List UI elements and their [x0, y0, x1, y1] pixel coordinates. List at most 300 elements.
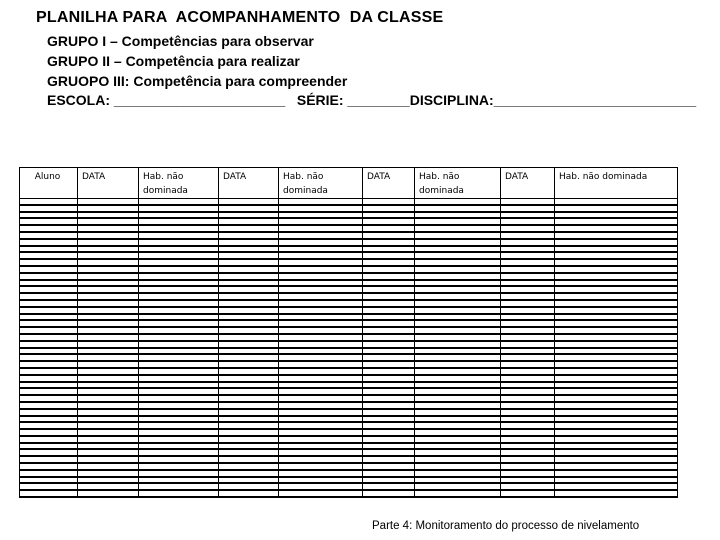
table-cell	[415, 416, 501, 423]
table-cell	[363, 334, 415, 341]
table-cell	[555, 212, 678, 219]
table-cell	[501, 395, 555, 402]
table-cell	[219, 320, 279, 327]
table-row	[20, 443, 678, 450]
table-cell	[279, 388, 363, 395]
table-cell	[139, 320, 219, 327]
table-cell	[20, 409, 78, 416]
table-cell	[279, 429, 363, 436]
table-cell	[363, 225, 415, 232]
table-cell	[78, 368, 139, 375]
table-cell	[279, 246, 363, 253]
table-cell	[279, 212, 363, 219]
table-cell	[555, 280, 678, 287]
page-title: PLANILHA PARA ACOMPANHAMENTO DA CLASSE	[36, 9, 444, 26]
table-cell	[279, 375, 363, 382]
table-cell	[501, 239, 555, 246]
table-cell	[139, 348, 219, 355]
table-cell	[279, 232, 363, 239]
table-cell	[501, 402, 555, 409]
table-cell	[139, 273, 219, 280]
table-cell	[279, 225, 363, 232]
table-cell	[363, 483, 415, 490]
table-cell	[139, 354, 219, 361]
table-row	[20, 218, 678, 225]
table-row	[20, 416, 678, 423]
table-cell	[415, 490, 501, 497]
table-cell	[555, 477, 678, 484]
table-cell	[219, 382, 279, 389]
table-cell	[139, 239, 219, 246]
table-cell	[78, 252, 139, 259]
table-cell	[415, 436, 501, 443]
table-cell	[501, 334, 555, 341]
table-cell	[415, 456, 501, 463]
table-cell	[363, 205, 415, 212]
table-cell	[501, 252, 555, 259]
table-cell	[20, 225, 78, 232]
table-row	[20, 334, 678, 341]
table-cell	[555, 334, 678, 341]
table-row	[20, 354, 678, 361]
table-cell	[20, 293, 78, 300]
table-cell	[279, 456, 363, 463]
table-cell	[279, 286, 363, 293]
table-cell	[219, 470, 279, 477]
table-cell	[20, 341, 78, 348]
table-cell	[20, 422, 78, 429]
table-cell	[415, 388, 501, 395]
table-cell	[78, 266, 139, 273]
table-cell	[363, 416, 415, 423]
table-row	[20, 205, 678, 212]
table-cell	[219, 449, 279, 456]
table-cell	[139, 470, 219, 477]
table-cell	[20, 252, 78, 259]
table-cell	[555, 388, 678, 395]
table-cell	[555, 293, 678, 300]
table-cell	[219, 232, 279, 239]
header-data-3: DATA	[363, 168, 415, 199]
table-cell	[20, 436, 78, 443]
table-cell	[415, 449, 501, 456]
table-cell	[555, 259, 678, 266]
table-cell	[139, 409, 219, 416]
table-cell	[78, 314, 139, 321]
table-cell	[219, 395, 279, 402]
table-cell	[219, 327, 279, 334]
table-cell	[139, 436, 219, 443]
table-row	[20, 463, 678, 470]
table-cell	[363, 361, 415, 368]
table-cell	[555, 422, 678, 429]
table-cell	[555, 375, 678, 382]
table-cell	[139, 327, 219, 334]
table-cell	[78, 225, 139, 232]
table-cell	[501, 341, 555, 348]
table-row	[20, 314, 678, 321]
table-cell	[415, 246, 501, 253]
table-cell	[501, 348, 555, 355]
table-cell	[555, 218, 678, 225]
table-cell	[78, 239, 139, 246]
table-cell	[501, 477, 555, 484]
table-cell	[139, 300, 219, 307]
table-cell	[219, 307, 279, 314]
table-cell	[78, 382, 139, 389]
table-cell	[20, 382, 78, 389]
table-cell	[78, 341, 139, 348]
table-cell	[501, 375, 555, 382]
table-cell	[363, 436, 415, 443]
table-cell	[415, 280, 501, 287]
table-cell	[139, 382, 219, 389]
table-cell	[78, 259, 139, 266]
table-row	[20, 320, 678, 327]
table-cell	[501, 449, 555, 456]
table-cell	[20, 368, 78, 375]
table-cell	[415, 286, 501, 293]
table-cell	[555, 490, 678, 497]
table-cell	[415, 225, 501, 232]
table-cell	[219, 334, 279, 341]
table-row	[20, 483, 678, 490]
table-cell	[501, 368, 555, 375]
table-cell	[78, 286, 139, 293]
table-cell	[139, 225, 219, 232]
table-cell	[78, 402, 139, 409]
table-row	[20, 212, 678, 219]
table-cell	[78, 483, 139, 490]
table-row	[20, 436, 678, 443]
table-cell	[363, 218, 415, 225]
table-cell	[501, 388, 555, 395]
table-row	[20, 388, 678, 395]
school-grade-subject-fields: ESCOLA: ______________________ SÉRIE: ________DISCIPLINA:__________________________	[47, 92, 697, 108]
table-cell	[501, 212, 555, 219]
table-cell	[363, 429, 415, 436]
table-cell	[555, 354, 678, 361]
table-row	[20, 286, 678, 293]
group-2-label: GRUPO II – Competência para realizar	[47, 53, 300, 69]
table-cell	[78, 388, 139, 395]
table-cell	[555, 205, 678, 212]
header-hab-1: Hab. não dominada	[139, 168, 219, 199]
table-cell	[279, 266, 363, 273]
table-cell	[501, 463, 555, 470]
table-cell	[363, 368, 415, 375]
table-cell	[20, 483, 78, 490]
table-row	[20, 307, 678, 314]
table-cell	[78, 409, 139, 416]
table-cell	[363, 266, 415, 273]
table-row	[20, 395, 678, 402]
table-cell	[20, 232, 78, 239]
table-cell	[139, 395, 219, 402]
table-cell	[20, 307, 78, 314]
table-cell	[555, 463, 678, 470]
table-cell	[555, 341, 678, 348]
table-cell	[279, 300, 363, 307]
table-cell	[501, 422, 555, 429]
table-cell	[219, 416, 279, 423]
table-cell	[139, 429, 219, 436]
table-cell	[363, 375, 415, 382]
table-cell	[501, 232, 555, 239]
table-row	[20, 327, 678, 334]
table-cell	[415, 348, 501, 355]
table-cell	[555, 307, 678, 314]
table-cell	[279, 348, 363, 355]
table-cell	[78, 300, 139, 307]
table-cell	[139, 212, 219, 219]
table-cell	[20, 477, 78, 484]
table-cell	[415, 266, 501, 273]
table-cell	[78, 443, 139, 450]
table-cell	[363, 463, 415, 470]
table-cell	[20, 239, 78, 246]
table-cell	[219, 293, 279, 300]
table-cell	[555, 252, 678, 259]
table-cell	[279, 354, 363, 361]
table-cell	[219, 436, 279, 443]
table-cell	[20, 300, 78, 307]
table-cell	[219, 456, 279, 463]
table-cell	[415, 320, 501, 327]
table-cell	[555, 429, 678, 436]
table-cell	[78, 280, 139, 287]
table-cell	[219, 368, 279, 375]
table-cell	[363, 388, 415, 395]
table-cell	[415, 483, 501, 490]
table-cell	[78, 232, 139, 239]
table-cell	[139, 449, 219, 456]
table-cell	[20, 320, 78, 327]
table-cell	[501, 273, 555, 280]
table-cell	[219, 205, 279, 212]
table-row	[20, 456, 678, 463]
table-cell	[555, 443, 678, 450]
table-cell	[501, 280, 555, 287]
table-cell	[555, 416, 678, 423]
table-cell	[363, 239, 415, 246]
table-row	[20, 429, 678, 436]
table-cell	[78, 422, 139, 429]
table-row	[20, 259, 678, 266]
table-cell	[78, 477, 139, 484]
table-row	[20, 490, 678, 497]
table-cell	[279, 293, 363, 300]
table-cell	[279, 307, 363, 314]
table-cell	[20, 388, 78, 395]
table-cell	[139, 205, 219, 212]
table-cell	[279, 443, 363, 450]
table-cell	[555, 409, 678, 416]
table-cell	[363, 320, 415, 327]
table-cell	[363, 477, 415, 484]
table-cell	[555, 225, 678, 232]
table-cell	[20, 314, 78, 321]
table-cell	[555, 361, 678, 368]
table-cell	[139, 293, 219, 300]
table-cell	[415, 375, 501, 382]
table-cell	[363, 395, 415, 402]
table-cell	[415, 368, 501, 375]
table-cell	[139, 422, 219, 429]
table-cell	[363, 252, 415, 259]
table-cell	[219, 300, 279, 307]
table-cell	[20, 280, 78, 287]
table-cell	[555, 470, 678, 477]
table-cell	[219, 477, 279, 484]
table-row	[20, 225, 678, 232]
table-cell	[139, 218, 219, 225]
table-cell	[78, 449, 139, 456]
table-cell	[555, 300, 678, 307]
table-cell	[363, 409, 415, 416]
table-cell	[20, 266, 78, 273]
table-cell	[78, 470, 139, 477]
table-cell	[415, 354, 501, 361]
table-cell	[20, 348, 78, 355]
table-cell	[415, 218, 501, 225]
table-cell	[139, 307, 219, 314]
table-cell	[501, 218, 555, 225]
table-row	[20, 341, 678, 348]
table-cell	[415, 259, 501, 266]
table-cell	[279, 395, 363, 402]
table-cell	[501, 225, 555, 232]
table-cell	[78, 348, 139, 355]
table-cell	[363, 246, 415, 253]
table-cell	[219, 266, 279, 273]
table-cell	[20, 490, 78, 497]
table-cell	[139, 246, 219, 253]
table-cell	[555, 483, 678, 490]
table-cell	[363, 449, 415, 456]
table-cell	[20, 375, 78, 382]
table-cell	[555, 232, 678, 239]
table-cell	[219, 361, 279, 368]
table-cell	[501, 300, 555, 307]
table-cell	[219, 402, 279, 409]
table-row	[20, 402, 678, 409]
table-cell	[279, 409, 363, 416]
table-cell	[219, 429, 279, 436]
table-cell	[219, 212, 279, 219]
table-cell	[78, 307, 139, 314]
table-cell	[415, 239, 501, 246]
table-cell	[415, 314, 501, 321]
table-cell	[219, 443, 279, 450]
table-cell	[363, 443, 415, 450]
table-cell	[139, 286, 219, 293]
header-hab-2: Hab. não dominada	[279, 168, 363, 199]
table-row	[20, 300, 678, 307]
table-cell	[415, 409, 501, 416]
table-cell	[219, 273, 279, 280]
table-cell	[415, 395, 501, 402]
table-cell	[139, 375, 219, 382]
table-cell	[501, 429, 555, 436]
table-cell	[415, 293, 501, 300]
table-header-row	[20, 168, 678, 199]
table-cell	[78, 490, 139, 497]
table-cell	[363, 293, 415, 300]
table-cell	[139, 477, 219, 484]
table-cell	[363, 280, 415, 287]
table-cell	[20, 429, 78, 436]
table-row	[20, 470, 678, 477]
table-cell	[20, 334, 78, 341]
table-cell	[363, 354, 415, 361]
table-cell	[501, 443, 555, 450]
table-cell	[78, 273, 139, 280]
table-row	[20, 361, 678, 368]
table-cell	[219, 348, 279, 355]
table-row	[20, 348, 678, 355]
table-cell	[279, 259, 363, 266]
table-row	[20, 246, 678, 253]
table-cell	[363, 470, 415, 477]
header-data-1: DATA	[78, 168, 139, 199]
table-cell	[279, 483, 363, 490]
table-cell	[279, 327, 363, 334]
table-cell	[20, 416, 78, 423]
table-cell	[555, 382, 678, 389]
table-cell	[139, 266, 219, 273]
table-cell	[363, 314, 415, 321]
table-cell	[219, 259, 279, 266]
class-tracking-table	[19, 167, 678, 498]
table-cell	[279, 470, 363, 477]
table-cell	[219, 280, 279, 287]
table-cell	[279, 368, 363, 375]
table-row	[20, 232, 678, 239]
table-cell	[279, 402, 363, 409]
table-cell	[501, 354, 555, 361]
table-cell	[279, 449, 363, 456]
table-cell	[415, 477, 501, 484]
table-cell	[20, 205, 78, 212]
table-cell	[20, 259, 78, 266]
table-cell	[219, 252, 279, 259]
table-cell	[501, 327, 555, 334]
table-cell	[415, 463, 501, 470]
table-body	[20, 199, 678, 498]
table-cell	[415, 443, 501, 450]
table-cell	[555, 449, 678, 456]
header-hab-4: Hab. não dominada	[555, 168, 678, 199]
table-cell	[78, 320, 139, 327]
table-cell	[78, 429, 139, 436]
table-cell	[78, 334, 139, 341]
table-cell	[415, 307, 501, 314]
table-cell	[279, 436, 363, 443]
table-cell	[279, 416, 363, 423]
table-cell	[78, 463, 139, 470]
header-data-4: DATA	[501, 168, 555, 199]
table-cell	[20, 218, 78, 225]
table-cell	[219, 490, 279, 497]
table-cell	[363, 307, 415, 314]
table-row	[20, 409, 678, 416]
table-cell	[219, 409, 279, 416]
table-cell	[501, 483, 555, 490]
table-cell	[415, 252, 501, 259]
table-cell	[415, 205, 501, 212]
header-aluno: Aluno	[20, 168, 78, 199]
